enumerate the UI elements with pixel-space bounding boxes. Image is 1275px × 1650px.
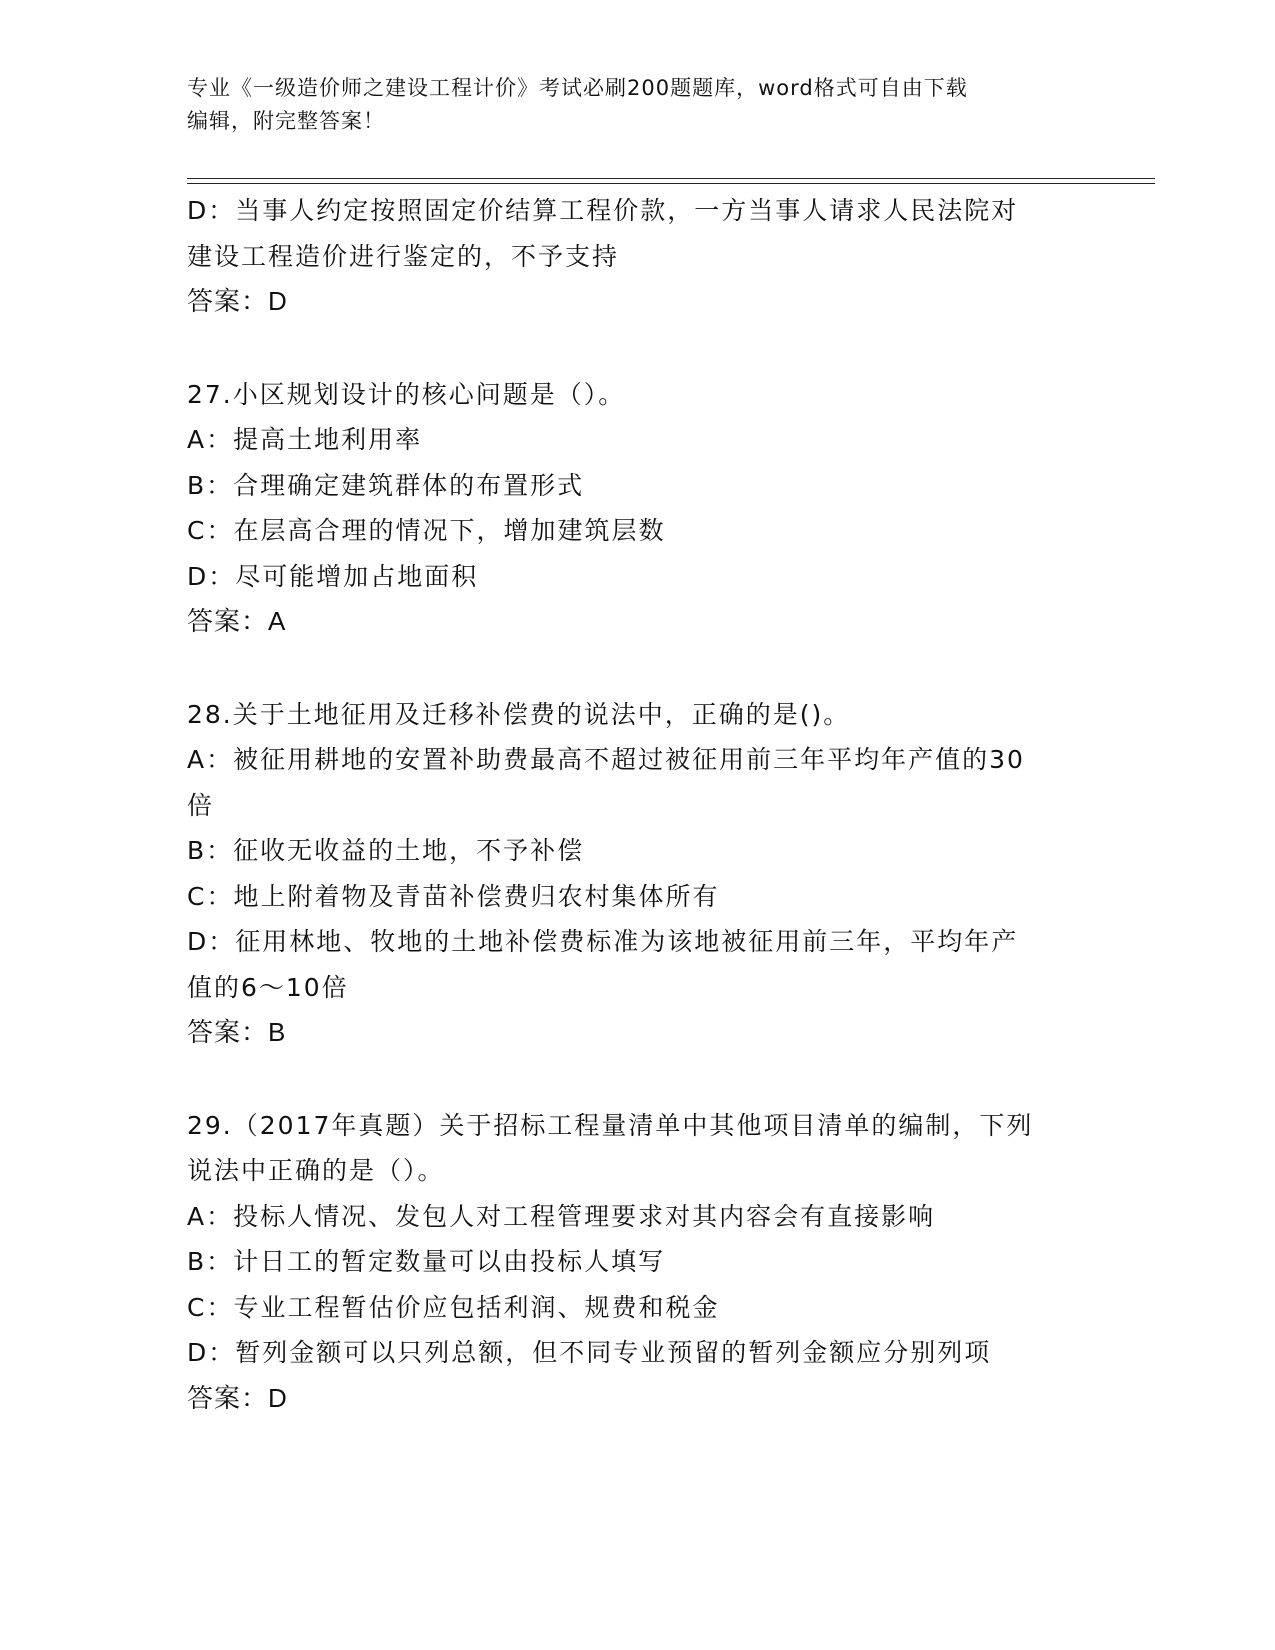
document-header bbox=[187, 72, 1087, 138]
block-spacer bbox=[187, 325, 1087, 372]
option-a: A：投标人情况、发包人对工程管理要求对其内容会有直接影响 bbox=[187, 1201, 936, 1231]
answer-line: 答案：B bbox=[187, 1017, 287, 1047]
option-b: B：合理确定建筑群体的布置形式 bbox=[187, 470, 585, 500]
header-line-1: 专业《一级造价师之建设工程计价》考试必刷200题题库，word格式可自由下载 bbox=[187, 76, 968, 100]
question-block bbox=[187, 692, 1087, 1056]
question-block bbox=[187, 372, 1087, 645]
answer-line: 答案：D bbox=[187, 1382, 288, 1413]
option-a: A：提高土地利用率 bbox=[187, 425, 423, 454]
option-line: D：当事人约定按照固定价结算工程价款，一方当事人请求人民法院对 bbox=[187, 196, 1019, 225]
question-block bbox=[187, 188, 1087, 325]
option-d: D：征用林地、牧地的土地补偿费标准为该地被征用前三年，平均年产 bbox=[187, 927, 1019, 956]
header-line-2: 编辑，附完整答案！ bbox=[187, 109, 385, 133]
question-stem: 28.关于土地征用及迁移补偿费的说法中，正确的是()。 bbox=[187, 699, 851, 729]
option-d-continued: 值的6～10倍 bbox=[187, 972, 349, 1002]
option-c: C：地上附着物及青苗补偿费归农村集体所有 bbox=[187, 881, 720, 911]
option-c: C：在层高合理的情况下，增加建筑层数 bbox=[187, 516, 666, 545]
option-line: 建设工程造价进行鉴定的，不予支持 bbox=[187, 241, 620, 271]
block-spacer bbox=[187, 1056, 1087, 1103]
option-d: D：暂列金额可以只列总额，但不同专业预留的暂列金额应分别列项 bbox=[187, 1338, 992, 1367]
question-stem-continued: 说法中正确的是（）。 bbox=[187, 1156, 445, 1185]
option-c: C：专业工程暂估价应包括利润、规费和税金 bbox=[187, 1292, 720, 1322]
answer-line: 答案：D bbox=[187, 286, 288, 316]
question-list bbox=[187, 188, 1087, 1421]
option-a: A：被征用耕地的安置补助费最高不超过被征用前三年平均年产值的30 bbox=[187, 745, 1025, 774]
option-b: B：征收无收益的土地，不予补偿 bbox=[187, 836, 585, 865]
block-spacer bbox=[187, 645, 1087, 692]
option-d: D：尽可能增加占地面积 bbox=[187, 561, 479, 591]
option-b: B：计日工的暂定数量可以由投标人填写 bbox=[187, 1247, 666, 1276]
answer-line: 答案：A bbox=[187, 606, 287, 636]
question-stem: 27.小区规划设计的核心问题是（）。 bbox=[187, 379, 626, 409]
question-block bbox=[187, 1103, 1087, 1422]
option-a-continued: 倍 bbox=[187, 790, 215, 820]
question-stem: 29.（2017年真题）关于招标工程量清单中其他项目清单的编制，下列 bbox=[187, 1110, 1034, 1140]
header-divider bbox=[187, 178, 1155, 184]
